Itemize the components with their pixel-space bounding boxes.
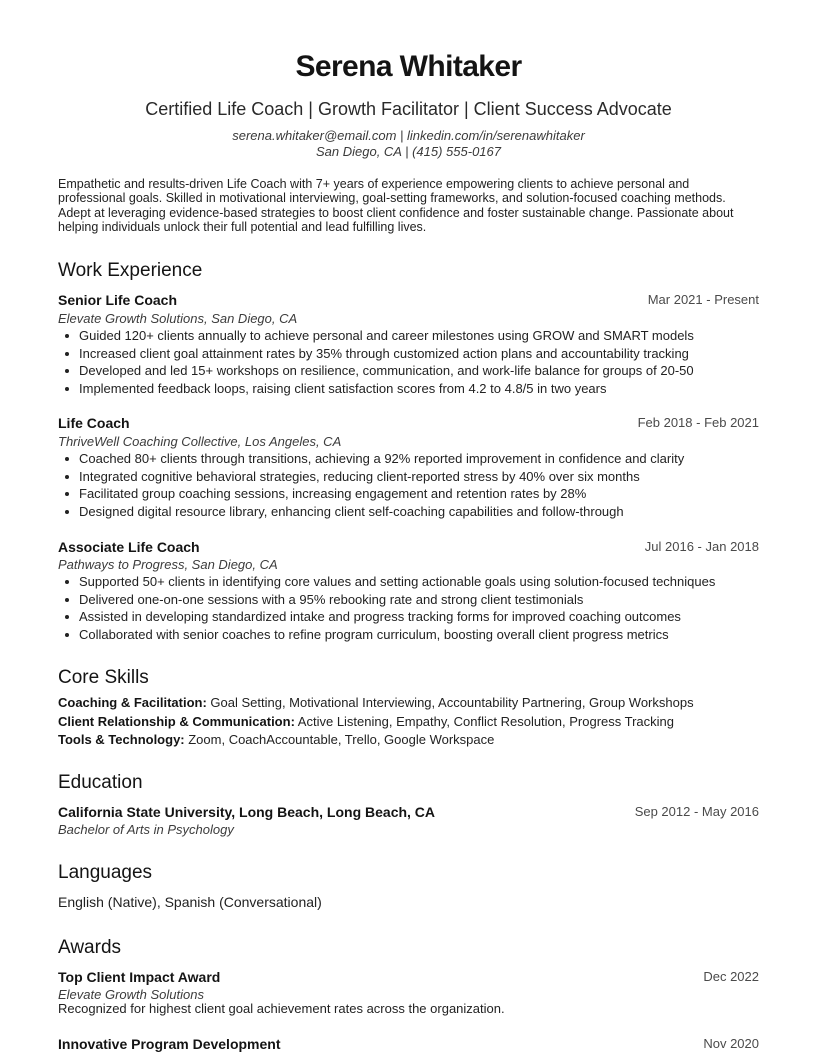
job-bullet: Facilitated group coaching sessions, increasing engagement and retention rates by 28%	[58, 485, 759, 503]
candidate-tagline: Certified Life Coach | Growth Facilitator | Client Success Advocate	[145, 99, 672, 119]
award-issuer: Elevate Growth Solutions	[58, 987, 204, 1002]
award-date: Dec 2022	[703, 969, 759, 984]
job-bullet: Implemented feedback loops, raising client satisfaction scores from 4.2 to 4.8/5 in two years	[58, 380, 759, 398]
section-title-languages: Languages	[58, 862, 153, 883]
skill-items: Zoom, CoachAccountable, Trello, Google Workspace	[184, 732, 495, 747]
job-bullets	[58, 450, 759, 520]
section-title-core-skills: Core Skills	[58, 667, 149, 688]
job-bullet: Collaborated with senior coaches to refine program curriculum, boosting overall client progress metrics	[58, 626, 759, 644]
skill-category: Client Relationship & Communication:	[58, 714, 295, 729]
candidate-name: Serena Whitaker	[295, 50, 522, 83]
job-bullet: Supported 50+ clients in identifying core values and setting actionable goals using solution-focused techniques	[58, 573, 759, 591]
job-bullets	[58, 327, 759, 397]
award-date: Nov 2020	[703, 1036, 759, 1051]
school-name: California State University, Long Beach, Long Beach, CA	[58, 804, 436, 820]
education-header	[58, 804, 759, 822]
job-header	[58, 415, 759, 433]
job-bullet: Developed and led 15+ workshops on resilience, communication, and work-life balance for groups of 20-50	[58, 362, 759, 380]
skill-line	[58, 695, 694, 710]
skill-line	[58, 732, 494, 747]
skill-items: Active Listening, Empathy, Conflict Resolution, Progress Tracking	[294, 714, 675, 729]
job-bullet: Assisted in developing standardized intake and progress tracking forms for improved coaching outcomes	[58, 608, 759, 626]
skill-line	[58, 714, 674, 729]
job-dates: Jul 2016 - Jan 2018	[644, 539, 759, 554]
section-title-awards: Awards	[58, 937, 122, 958]
skill-category: Tools & Technology:	[58, 732, 185, 747]
job-bullet: Coached 80+ clients through transitions, achieving a 92% reported improvement in confidence and clarity	[58, 450, 759, 468]
languages-list: English (Native), Spanish (Conversational)	[58, 894, 322, 910]
section-title-education: Education	[58, 772, 143, 793]
job-title: Associate Life Coach	[58, 539, 200, 555]
contact-email-linkedin: serena.whitaker@email.com | linkedin.com/in/serenawhitaker	[232, 128, 585, 143]
job-company: ThriveWell Coaching Collective, Los Angeles, CA	[58, 434, 342, 449]
job-title: Life Coach	[58, 415, 130, 431]
job-company: Pathways to Progress, San Diego, CA	[58, 557, 278, 572]
job-dates: Mar 2021 - Present	[647, 292, 759, 307]
job-header	[58, 539, 759, 557]
job-bullet: Designed digital resource library, enhancing client self-coaching capabilities and follow-through	[58, 503, 759, 521]
award-header	[58, 1036, 759, 1054]
contact-location-phone: San Diego, CA | (415) 555-0167	[315, 144, 501, 159]
professional-summary: Empathetic and results-driven Life Coach with 7+ years of experience empowering clients to achieve personal and professional goals. Skilled in motivational interviewing, goal-setting frameworks, and solution-focused coaching methods. Adept at leveraging evidence-based strategies to boost client confidence and foster sustainable change. Passionate about helping individuals unlock their full potential and lead fulfilling lives.	[58, 177, 734, 235]
degree: Bachelor of Arts in Psychology	[58, 822, 234, 837]
job-header	[58, 292, 759, 310]
job-bullet: Integrated cognitive behavioral strategies, reducing client-reported stress by 40% over six months	[58, 468, 759, 486]
job-bullet: Delivered one-on-one sessions with a 95% rebooking rate and strong client testimonials	[58, 591, 759, 609]
job-company: Elevate Growth Solutions, San Diego, CA	[58, 311, 298, 326]
award-header	[58, 969, 759, 987]
award-title: Top Client Impact Award	[58, 969, 221, 985]
award-description: Recognized for highest client goal achievement rates across the organization.	[58, 1001, 505, 1016]
section-title-work-experience: Work Experience	[58, 260, 203, 281]
job-dates: Feb 2018 - Feb 2021	[637, 415, 759, 430]
award-title: Innovative Program Development	[58, 1036, 281, 1052]
education-dates: Sep 2012 - May 2016	[634, 804, 759, 819]
job-bullets	[58, 573, 759, 643]
job-title: Senior Life Coach	[58, 292, 178, 308]
job-bullet: Increased client goal attainment rates by 35% through customized action plans and accountability tracking	[58, 345, 759, 363]
skill-category: Coaching & Facilitation:	[58, 695, 207, 710]
job-bullet: Guided 120+ clients annually to achieve personal and career milestones using GROW and SMART models	[58, 327, 759, 345]
skill-items: Goal Setting, Motivational Interviewing, Accountability Partnering, Group Workshops	[206, 695, 694, 710]
